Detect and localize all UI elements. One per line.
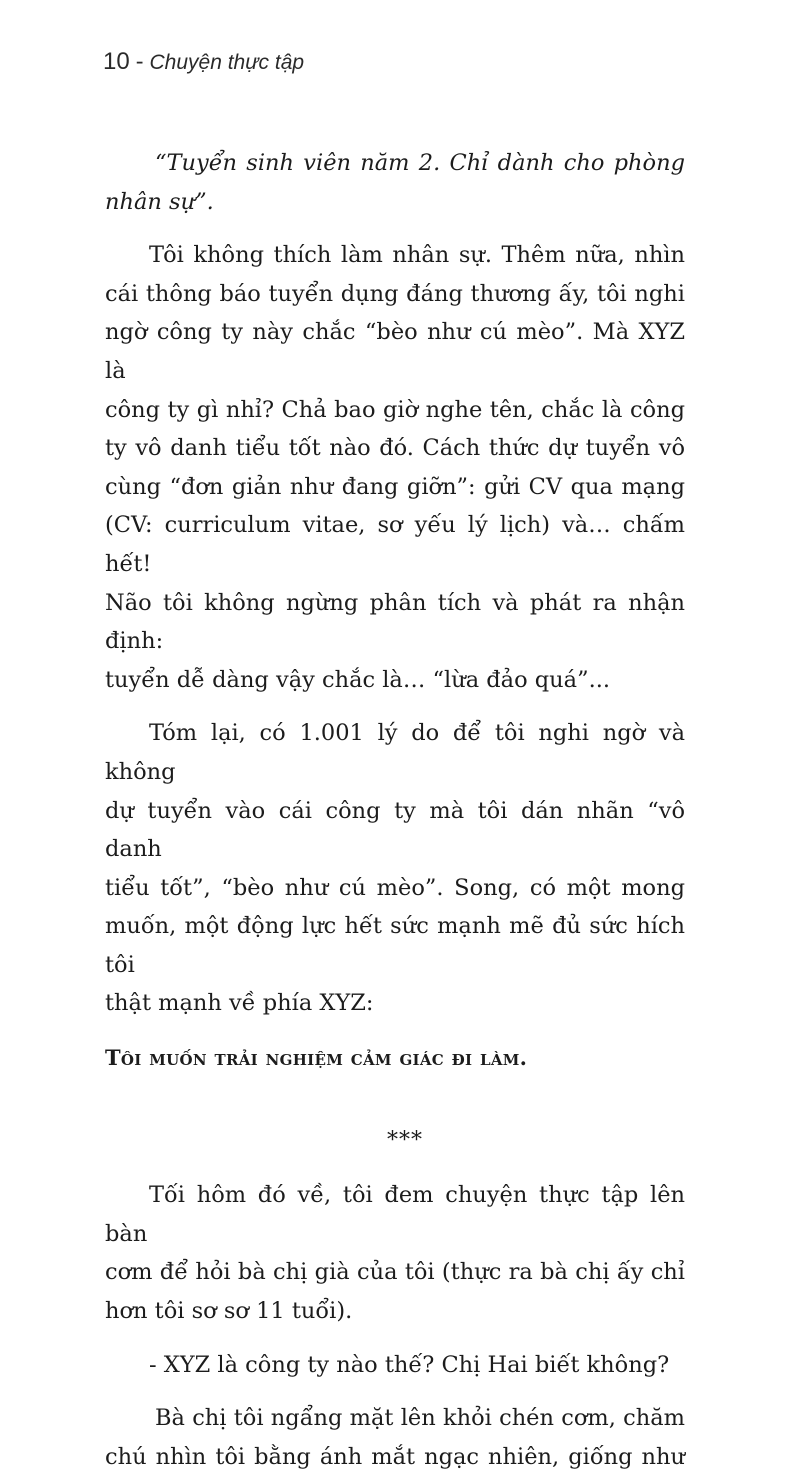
paragraph [105,1176,685,1330]
emphasis-line: Tôi muốn trải nghiệm cảm giác đi làm. [105,1045,528,1071]
chapter-title: Chuyện thực tập [149,51,305,74]
text-line: hơn tôi sơ sơ 11 tuổi). [105,1298,353,1325]
text-line: muốn, một động lực hết sức mạnh mẽ đủ sức hích tôi [105,913,685,978]
text-line: tiểu tốt”, “bèo như cú mèo”. Song, có một mong [105,874,685,901]
text-line: (CV: curriculum vitae, sơ yếu lý lịch) và… chấm hết! [105,512,685,577]
text-line: nhân sự”. [105,188,214,215]
text-line: ngờ công ty này chắc “bèo như cú mèo”. Mà XYZ là [105,319,685,384]
header-separator: - [135,49,144,75]
paragraph [105,714,685,1023]
section-separator: *** [387,1127,423,1153]
text-line: công ty gì nhỉ? Chả bao giờ nghe tên, chắc là công [105,396,685,423]
page-number: 10 [103,48,130,75]
quote-paragraph [105,144,685,221]
text-line: “Tuyển sinh viên năm 2. Chỉ dành cho phòng [155,150,685,176]
text-line: chú nhìn tôi bằng ánh mắt ngạc nhiên, giống như [105,1443,685,1470]
paragraph [105,236,685,699]
running-header [103,48,304,76]
text-line: Tôi không thích làm nhân sự. Thêm nữa, nhìn [149,242,685,269]
paragraph [105,1399,685,1476]
text-line: cơm để hỏi bà chị già của tôi (thực ra bà chị ấy chỉ [105,1259,685,1286]
text-line: thật mạnh về phía XYZ: [105,990,374,1017]
text-line: Tóm lại, có 1.001 lý do để tôi nghi ngờ và không [105,720,685,785]
text-line: tuyển dễ dàng vậy chắc là… “lừa đảo quá”... [105,666,611,693]
text-line: cái thông báo tuyển dụng đáng thương ấy, tôi nghi [105,280,685,307]
page-body [105,144,685,1476]
text-line: Bà chị tôi ngẩng mặt lên khỏi chén cơm, chăm [155,1405,685,1432]
dialog-line: - XYZ là công ty nào thế? Chị Hai biết không? [149,1351,670,1378]
text-line: ty vô danh tiểu tốt nào đó. Cách thức dự tuyển vô [105,435,685,462]
text-line: dự tuyển vào cái công ty mà tôi dán nhãn “vô danh [105,797,685,863]
text-line: cùng “đơn giản như đang giỡn”: gửi CV qua mạng [105,473,685,500]
text-line: Tối hôm đó về, tôi đem chuyện thực tập lên bàn [105,1182,685,1247]
text-line: Não tôi không ngừng phân tích và phát ra nhận định: [105,589,685,655]
